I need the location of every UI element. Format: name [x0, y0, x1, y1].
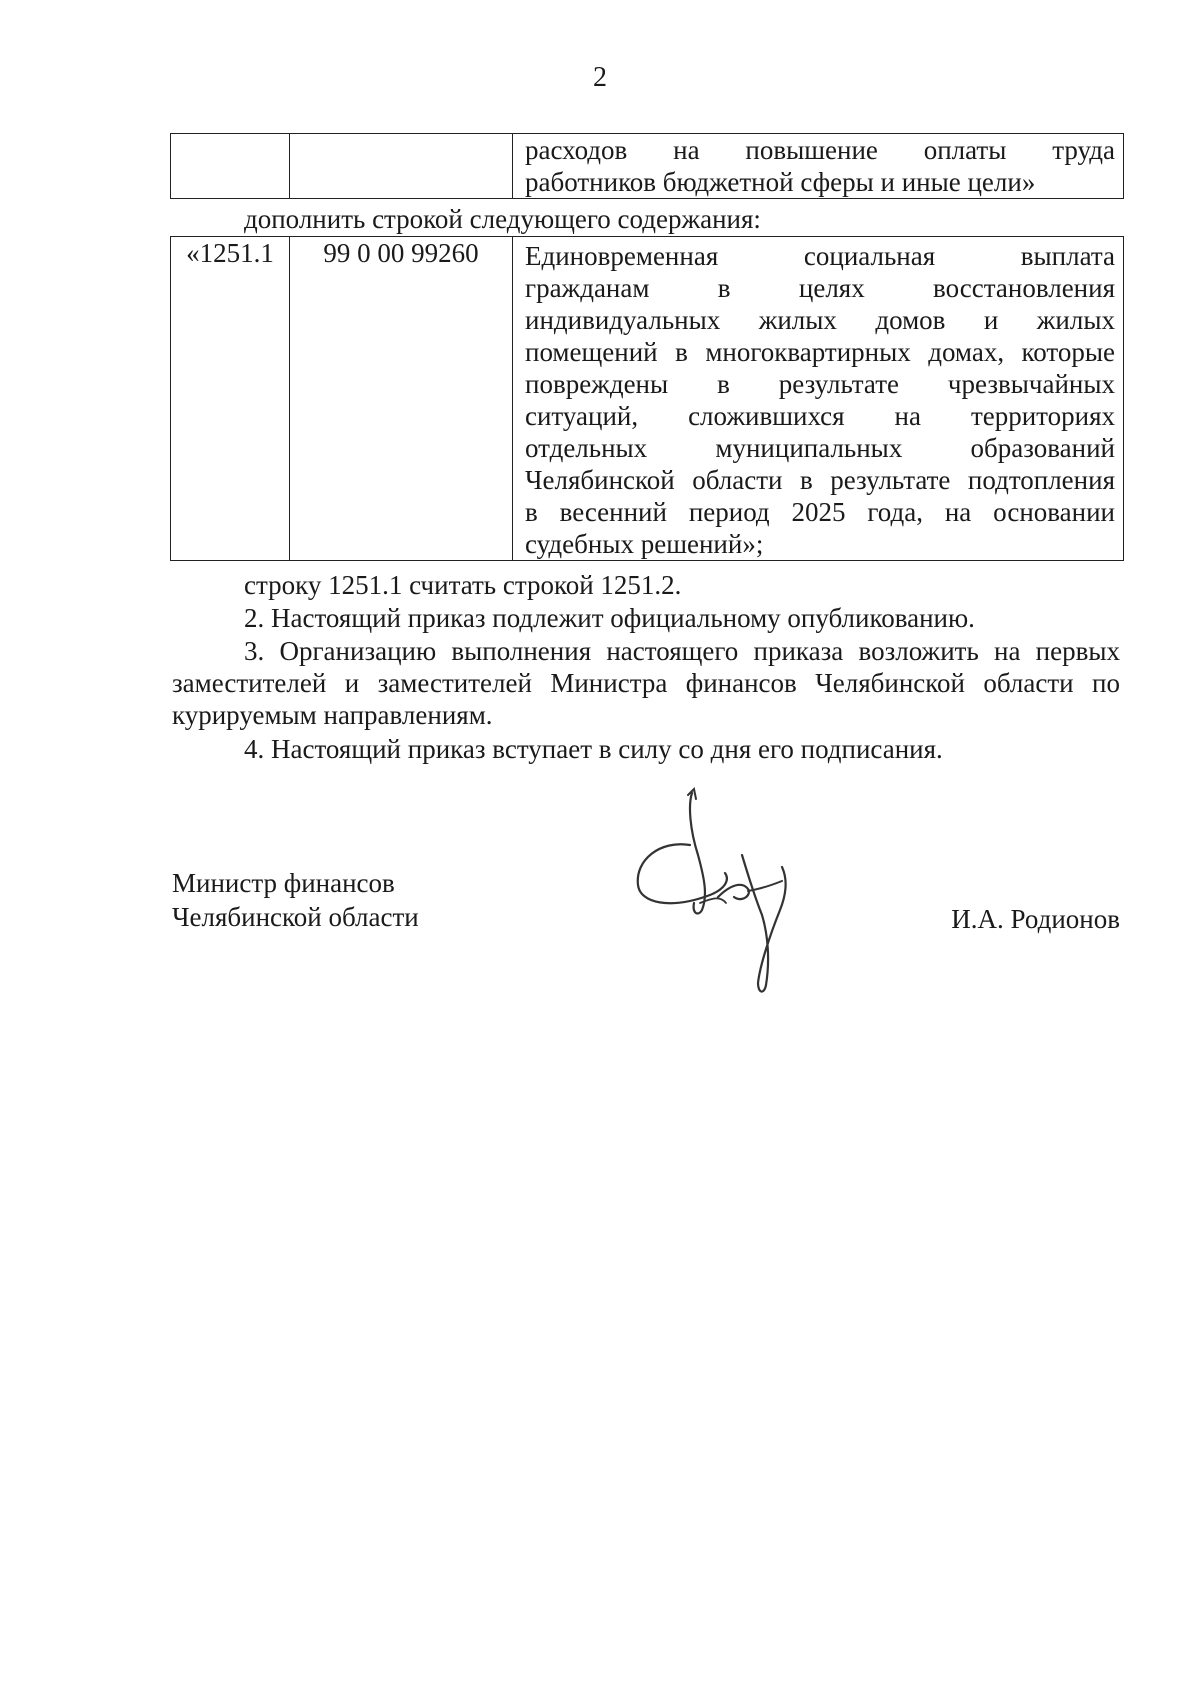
row-code: 99 0 00 99260 — [323, 238, 479, 268]
table-continuation — [170, 133, 1124, 199]
signatory-title-line: Министр финансов — [172, 868, 395, 898]
table-cell-description — [513, 134, 1124, 199]
signatory-title-line: Челябинской области — [172, 902, 419, 932]
description-line: помещений в многоквартирных домах, которые — [525, 337, 1115, 367]
description-line: расходов на повышение оплаты труда — [525, 135, 1115, 165]
table-row — [171, 134, 1124, 199]
signatory-name: И.А. Родионов — [951, 904, 1120, 934]
signatory-title — [172, 866, 419, 934]
page-number: 2 — [593, 62, 607, 93]
row-code-cell — [290, 237, 513, 561]
row-description-cell — [513, 237, 1124, 561]
renumber-paragraph: строку 1251.1 считать строкой 1251.2. — [244, 570, 682, 600]
description-line: отдельных муниципальных образований — [525, 433, 1115, 463]
intro-line: дополнить строкой следующего содержания: — [244, 204, 761, 234]
row-number-cell — [171, 237, 290, 561]
description-line: судебных решений»; — [525, 529, 764, 559]
description-line: в весенний период 2025 года, на основании — [525, 497, 1115, 527]
table-row — [171, 237, 1124, 561]
description-line: работников бюджетной сферы и иные цели» — [525, 167, 1036, 197]
description-line: гражданам в целях восстановления — [525, 273, 1115, 303]
row-number: «1251.1 — [186, 238, 274, 268]
paragraph-item-3: 3. Организацию выполнения настоящего приказа возложить на первых заместителей и заместителей Министра финансов Челябинской области по курируемым направлениям. — [172, 636, 1120, 730]
table-cell-number — [171, 134, 290, 199]
handwritten-signature — [630, 785, 850, 1005]
description-line: повреждены в результате чрезвычайных — [525, 369, 1115, 399]
paragraph-item-4: 4. Настоящий приказ вступает в силу со дня его подписания. — [244, 734, 943, 764]
table-cell-code — [290, 134, 513, 199]
paragraph-item-2: 2. Настоящий приказ подлежит официальному опубликованию. — [244, 603, 975, 633]
description-line: Единовременная социальная выплата — [525, 241, 1115, 271]
description-line: индивидуальных жилых домов и жилых — [525, 305, 1115, 335]
description-line: ситуаций, сложившихся на территориях — [525, 401, 1115, 431]
description-line: Челябинской области в результате подтопления — [525, 465, 1115, 495]
table-new-row — [170, 236, 1124, 561]
